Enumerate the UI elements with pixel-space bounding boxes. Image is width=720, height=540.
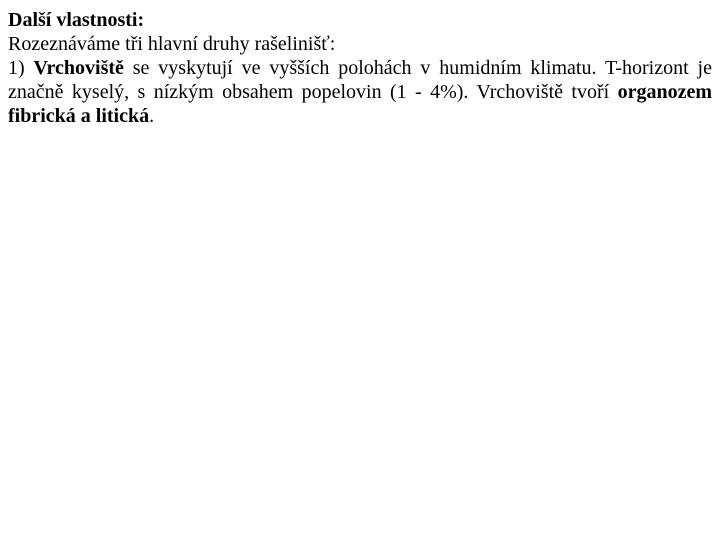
document-page <box>8 8 712 128</box>
intro-text: Rozeznáváme tři hlavní druhy rašelinišť: <box>8 33 336 55</box>
section-heading: Další vlastnosti: <box>8 9 145 31</box>
term-organozem: organozem fibrická a litická <box>8 81 712 127</box>
item-description: se vyskytují ve vyšších polohách v humidním klimatu. T-horizont je značně kyselý, s nízkým obsahem popelovin (1 - 4%). Vrchoviště tvoří <box>8 57 712 103</box>
term-vrchoviste: Vrchoviště <box>33 57 124 79</box>
list-item-number: 1) <box>8 57 34 79</box>
sentence-end: . <box>149 105 155 127</box>
list-item-1 <box>8 56 712 128</box>
